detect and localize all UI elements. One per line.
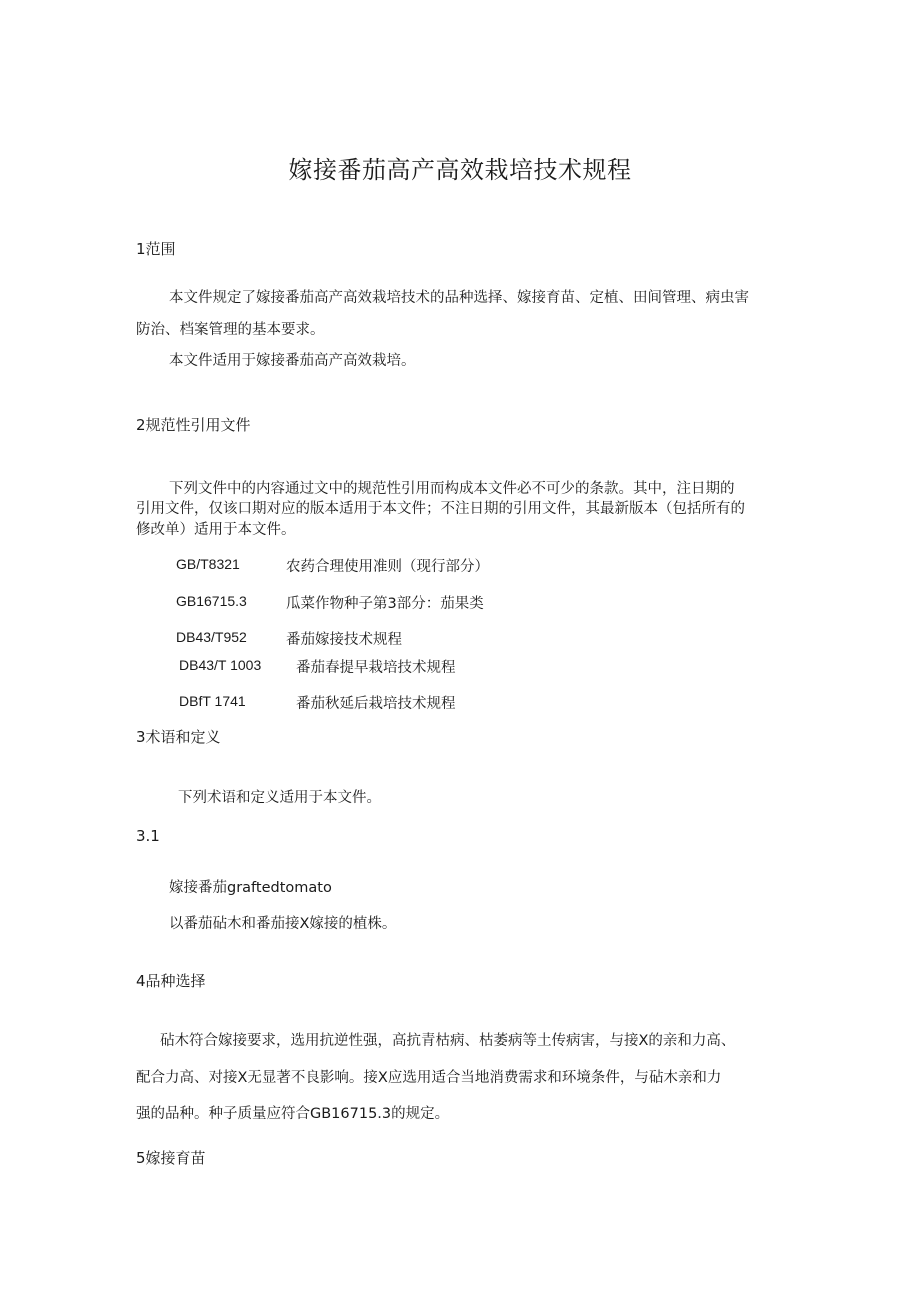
section-heading-scope: 1范围 xyxy=(136,240,176,258)
refs-intro-line: 修改单）适用于本文件。 xyxy=(136,522,296,538)
section-heading-normative-refs: 2规范性引用文件 xyxy=(136,416,251,434)
document-title: 嫁接番茄高产高效栽培技术规程 xyxy=(288,156,632,184)
refs-intro-line: 下列文件中的内容通过文中的规范性引用而构成本文件必不可少的条款。其中，注日期的 xyxy=(169,481,735,497)
variety-paragraph-line: 砧木符合嫁接要求，选用抗逆性强，高抗青枯病、枯萎病等土传病害，与接X的亲和力高、 xyxy=(160,1033,736,1049)
section-heading-terms: 3术语和定义 xyxy=(136,728,221,746)
variety-paragraph-line: 配合力高、对接X无显著不良影响。接X应选用适合当地消费需求和环境条件，与砧木亲和力 xyxy=(136,1070,722,1086)
scope-applicability: 本文件适用于嫁接番茄高产高效栽培。 xyxy=(169,353,416,369)
reference-name: 番茄嫁接技术规程 xyxy=(286,632,402,648)
reference-code: DBfT 1741 xyxy=(179,693,246,709)
reference-code: GB/T8321 xyxy=(176,556,240,572)
section-heading-variety: 4品种选择 xyxy=(136,972,206,990)
term-definition: 以番茄砧木和番茄接X嫁接的植株。 xyxy=(169,916,397,932)
reference-code: GB16715.3 xyxy=(176,593,247,609)
section-heading-seedling: 5嫁接育苗 xyxy=(136,1149,206,1167)
reference-code: DB43/T952 xyxy=(176,629,247,645)
terms-intro: 下列术语和定义适用于本文件。 xyxy=(178,790,381,806)
scope-paragraph-line: 本文件规定了嫁接番茄高产高效栽培技术的品种选择、嫁接育苗、定植、田间管理、病虫害 xyxy=(169,290,749,306)
reference-name: 番茄秋延后栽培技术规程 xyxy=(296,696,456,712)
reference-name: 番茄春提早栽培技术规程 xyxy=(296,660,456,676)
reference-name: 瓜菜作物种子第3部分：茄果类 xyxy=(286,596,484,612)
term-name: 嫁接番茄graftedtomato xyxy=(169,880,332,896)
variety-paragraph-line: 强的品种。种子质量应符合GB16715.3的规定。 xyxy=(136,1106,450,1122)
scope-paragraph-line: 防治、档案管理的基本要求。 xyxy=(136,322,325,338)
reference-code: DB43/T 1003 xyxy=(179,657,262,673)
refs-intro-line: 引用文件，仅该口期对应的版本适用于本文件；不注日期的引用文件，其最新版本（包括所有的 xyxy=(136,501,745,517)
reference-name: 农药合理使用准则（现行部分） xyxy=(286,559,489,575)
term-number: 3.1 xyxy=(136,827,160,845)
